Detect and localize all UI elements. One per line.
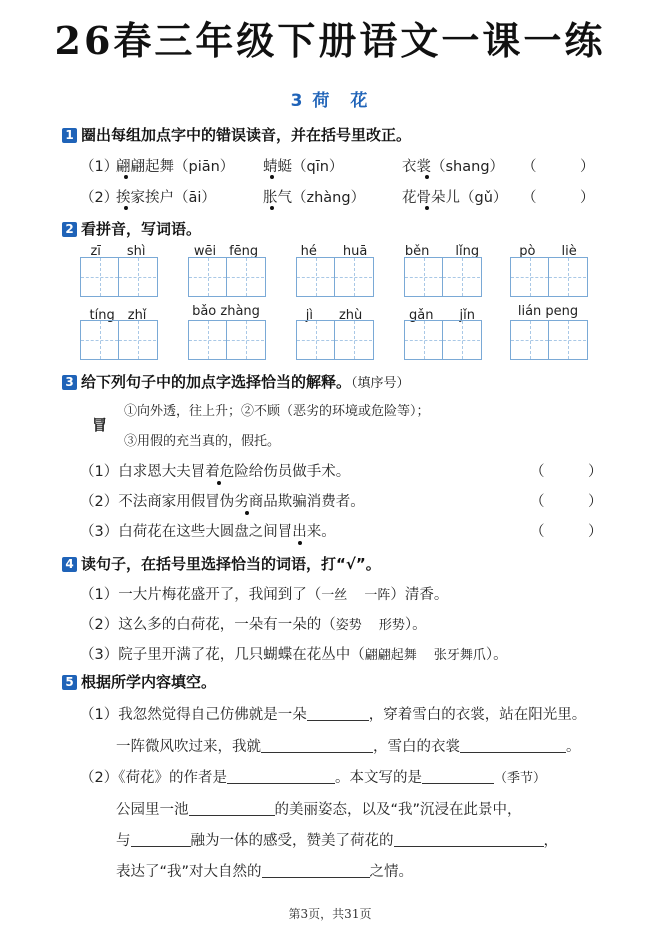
q3-row-label: （1） (80, 464, 119, 480)
q3-row-text: 不法商家用假冒伪劣商品欺骗消费者。 (118, 494, 365, 510)
q1-row2-item1: 挨家挨户（āi） (116, 190, 216, 206)
fill-blank[interactable] (262, 863, 370, 878)
q4-options[interactable]: 一丝 一阵 (321, 588, 391, 603)
q1-row-1 (80, 155, 118, 176)
q1-number: 1 (62, 128, 77, 143)
q3-row-text: 白求恩大夫冒着危险给伤员做手术。 (118, 464, 351, 480)
q5-text: ， (543, 833, 558, 849)
q3-row-2 (80, 490, 365, 511)
q5-p2-line4 (116, 860, 413, 881)
q1-row-label: （2） (80, 190, 119, 206)
q3-row-1 (80, 460, 350, 481)
q5-number: 5 (62, 675, 77, 690)
q3-key-char: 冒 (92, 416, 108, 434)
q3-heading (62, 371, 410, 392)
q4-options[interactable]: 姿势 形势 (335, 618, 405, 633)
q1-row1-answer[interactable]: （ ） (522, 159, 595, 175)
emphasis-dot (298, 541, 302, 545)
q1-text: 圈出每组加点字中的错误读音，并在括号里改正。 (81, 126, 412, 144)
q3-row3-answer[interactable]: （ ） (530, 524, 603, 540)
writing-grid[interactable] (188, 320, 266, 360)
fill-blank[interactable] (261, 738, 373, 753)
q4-heading (62, 553, 381, 574)
fill-blank[interactable] (394, 832, 544, 847)
q5-p1-line1 (80, 703, 586, 724)
q5-heading (62, 671, 216, 692)
q1-row-label: （1） (80, 159, 119, 175)
q5-text: 。本文写的是 (334, 770, 422, 786)
q4-row-label: （1） (80, 587, 119, 603)
writing-grid[interactable] (296, 320, 374, 360)
fill-blank[interactable] (460, 738, 566, 753)
emphasis-dot (270, 175, 274, 179)
page-number: 第3页，共31页 (288, 907, 372, 921)
writing-grid[interactable] (296, 257, 374, 297)
q3-row2-answer[interactable]: （ ） (530, 494, 603, 510)
q3-meaning-2: ③用假的充当真的，假托。 (124, 434, 281, 449)
q5-p2-label: （2） (80, 770, 119, 786)
q5-text: 根据所学内容填空。 (81, 673, 217, 691)
emphasis-dot (245, 511, 249, 515)
fill-blank[interactable] (227, 769, 335, 784)
q3-row-label: （2） (80, 494, 119, 510)
pinyin-label: tíng zhǐ (89, 308, 147, 323)
emphasis-dot (124, 206, 128, 210)
q5-text: （季节） (493, 771, 546, 786)
q1-heading (62, 124, 411, 145)
q5-p2-line2 (116, 798, 522, 819)
q4-row-1 (80, 583, 448, 604)
q3-row-text: 白荷花在这些大圆盘之间冒出来。 (118, 524, 336, 540)
q2-text: 看拼音，写词语。 (81, 220, 202, 238)
q4-row-2 (80, 613, 427, 634)
q5-p2-line3 (116, 829, 558, 850)
q4-row-text: 这么多的白荷花，一朵有一朵的（ (118, 617, 336, 633)
pinyin-label: wēi fēng (193, 244, 259, 259)
q5-text: 《荷花》的作者是 (118, 770, 227, 786)
pinyin-label: hé huā (300, 244, 368, 259)
writing-grid[interactable] (80, 257, 158, 297)
q4-row-3 (80, 643, 508, 664)
q4-row-end: ）。 (485, 647, 508, 663)
q5-text: ，穿着雪白的衣裳，站在阳光里。 (368, 707, 587, 723)
q5-text: 融为一体的感受，赞美了荷花的 (190, 833, 394, 849)
q1-row1-item2: 蜻蜓（qīn） (263, 159, 344, 175)
q1-row2-item2: 胀气（zhàng） (263, 190, 366, 206)
q5-p1-line2 (116, 735, 581, 756)
pinyin-label: gǎn jǐn (409, 308, 475, 323)
q5-text: 。 (566, 739, 581, 755)
fill-blank[interactable] (422, 769, 494, 784)
emphasis-dot (270, 206, 274, 210)
q3-meaning-1: ①向外透，往上升；②不顾（恶劣的环境或危险等）； (124, 404, 430, 419)
q1-row-2 (80, 186, 118, 207)
q5-text: 表达了“我”对大自然的 (116, 864, 262, 880)
page-title: 26春三年级下册语文一课一练 (54, 18, 606, 63)
q3-text: 给下列句子中的加点字选择恰当的解释。 (81, 373, 352, 391)
q4-row-label: （2） (80, 617, 119, 633)
emphasis-dot (425, 206, 429, 210)
writing-grid[interactable] (404, 257, 482, 297)
pinyin-label: pò liè (519, 244, 577, 259)
q4-row-text: 一大片梅花盛开了，我闻到了（ (118, 587, 322, 603)
lesson-title: 3 荷 花 (290, 91, 370, 111)
pinyin-label: bǎo zhàng (192, 304, 260, 319)
q5-text: 的美丽姿态，以及“我”沉浸在此景中， (274, 802, 522, 818)
q2-heading (62, 218, 201, 239)
q5-text: 之情。 (369, 864, 414, 880)
q5-p1-label: （1） (80, 707, 119, 723)
pinyin-label: běn lǐng (404, 244, 480, 259)
q4-row-end: ）清香。 (390, 587, 449, 603)
q5-text: 一阵微风吹过来，我就 (116, 739, 261, 755)
q3-hint: （填序号） (351, 376, 410, 391)
q3-row1-answer[interactable]: （ ） (530, 464, 603, 480)
q1-row2-answer[interactable]: （ ） (522, 190, 595, 206)
q4-number: 4 (62, 557, 77, 572)
emphasis-dot (217, 481, 221, 485)
q1-row1-item1: 翩翩起舞（piān） (116, 159, 235, 175)
fill-blank[interactable] (131, 832, 191, 847)
pinyin-label: zī shì (90, 244, 146, 259)
fill-blank[interactable] (307, 706, 369, 721)
q5-text: ，雪白的衣裳 (373, 739, 460, 755)
q4-options[interactable]: 翩翩起舞 张牙舞爪 (364, 648, 486, 663)
fill-blank[interactable] (189, 801, 275, 816)
pinyin-label: lián peng (517, 304, 579, 319)
q3-row-3 (80, 520, 336, 541)
writing-grid[interactable] (188, 257, 266, 297)
q4-row-text: 院子里开满了花，几只蝴蝶在花丛中（ (118, 647, 365, 663)
q2-number: 2 (62, 222, 77, 237)
emphasis-dot (425, 175, 429, 179)
q5-text: 与 (116, 833, 131, 849)
q3-number: 3 (62, 375, 77, 390)
q4-text: 读句子，在括号里选择恰当的词语，打“√”。 (81, 555, 381, 573)
writing-grid[interactable] (510, 257, 588, 297)
q1-row2-item3: 花骨朵儿（gǔ） (402, 190, 508, 206)
writing-grid[interactable] (80, 320, 158, 360)
q5-text: 公园里一池 (116, 802, 189, 818)
q4-row-label: （3） (80, 647, 119, 663)
q5-text: 我忽然觉得自己仿佛就是一朵 (118, 707, 307, 723)
q1-row1-item3: 衣裳（shang） (402, 159, 505, 175)
emphasis-dot (124, 175, 128, 179)
writing-grid[interactable] (404, 320, 482, 360)
q5-p2-line1 (80, 766, 546, 787)
pinyin-label: jì zhù (305, 308, 363, 323)
q3-row-label: （3） (80, 524, 119, 540)
writing-grid[interactable] (510, 320, 588, 360)
q4-row-end: ）。 (404, 617, 427, 633)
